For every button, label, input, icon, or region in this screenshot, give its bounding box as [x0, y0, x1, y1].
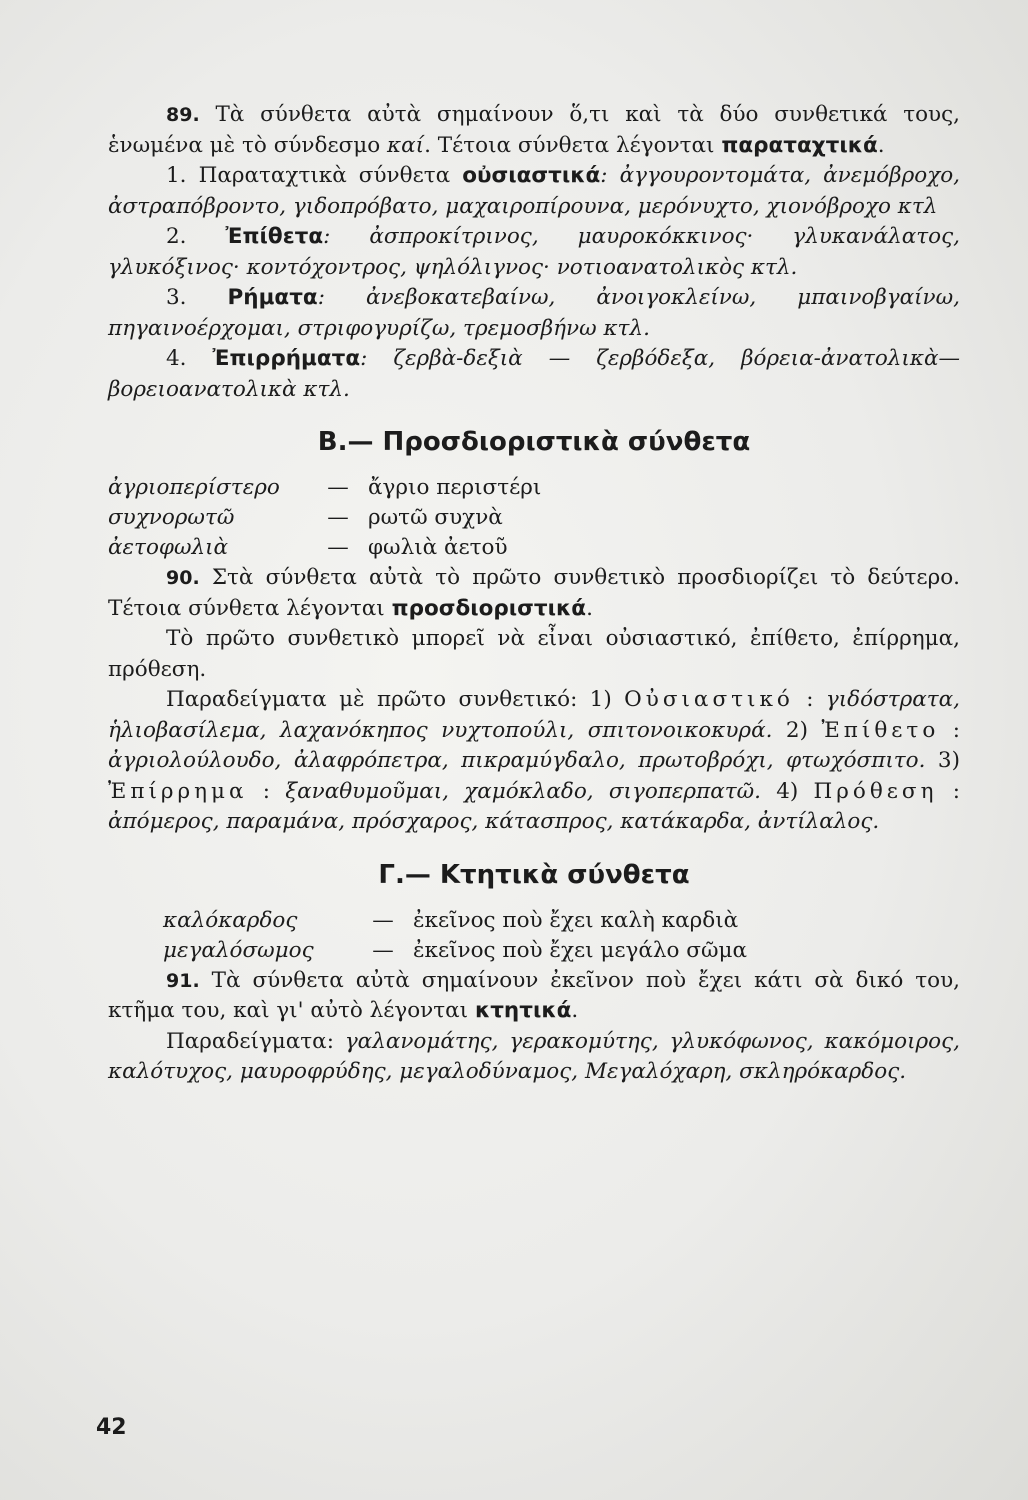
- meaning: ἐκεῖνος ποὺ ἔχει μεγάλο σῶμα: [413, 937, 747, 963]
- dash: —: [372, 907, 394, 933]
- paragraph-89: 89. Τὰ σύνθετα αὐτὰ σημαίνουν ὅ,τι καὶ τὰ δύο συνθετικά τους, ἑνωμένα μὲ τὸ σύνδεσμο καί. Τέτοια σύνθετα λέγονται παραταχτικά.: [108, 102, 960, 158]
- paragraph-90-examples: Παραδείγματα μὲ πρῶτο συνθετικό: 1) Οὐσιαστικό : γιδόστρατα, ἡλιοβασίλεμα, λαχανόκηπος νυχτοπούλι, σπιτονοικοκυρά. 2) Ἐπίθετο : ἀγριολούλουδο, ἀλαφρόπετρα, πικραμύγδαλο, πρωτοβρόχι, φτωχόσπιτο. 3) Ἐπίρρημα : ξαναθυμοῦμαι, χαμόκλαδο, σιγοπερπατῶ. 4) Πρόθεση : ἀπόμερος, παραμάνα, πρόσχαρος, κάτασπρος, κατάκαρδα, ἀντίλαλος.: [108, 687, 960, 834]
- section-heading-g: Γ.— Κτητικὰ σύνθετα: [378, 859, 690, 890]
- item-1-nouns: 1. Παραταχτικὰ σύνθετα οὐσιαστικά: ἀγγουροντομάτα, ἀνεμόβροχο, ἀστραπόβροντο, γιδοπρόβατο, μαχαιροπίρουνα, μερόνυχτο, χιονόβροχο κτλ: [108, 163, 960, 219]
- example-row: [108, 906, 960, 936]
- compound-word: συχνορωτῶ: [108, 505, 235, 530]
- dash: —: [327, 475, 349, 500]
- examples-list-b: [108, 473, 960, 563]
- paragraph-91-examples: Παραδείγματα: γαλανομάτης, γερακομύτης, γλυκόφωνος, κακόμοιρος, καλότυχος, μαυροφρύδης, μεγαλοδύναμος, Μεγαλόχαρη, σκληρόκαρδος.: [108, 1028, 960, 1084]
- example-row: [108, 473, 960, 503]
- meaning: ρωτῶ συχνὰ: [368, 505, 503, 530]
- meaning: ἄγριο περιστέρι: [368, 475, 542, 500]
- dash: —: [327, 535, 349, 560]
- compound-word: ἀετοφωλιὰ: [108, 535, 229, 560]
- meaning: φωλιὰ ἀετοῦ: [368, 535, 508, 560]
- example-row: [108, 503, 960, 533]
- examples-list-g: [108, 906, 960, 966]
- example-row: [108, 936, 960, 966]
- example-row: [108, 533, 960, 563]
- dash: —: [327, 505, 349, 530]
- paragraph-90: 90. Στὰ σύνθετα αὐτὰ τὸ πρῶτο συνθετικὸ προσδιορίζει τὸ δεύτερο. Τέτοια σύνθετα λέγονται προσδιοριστικά.: [108, 565, 960, 621]
- term-ktitika: κτητικά: [474, 998, 572, 1023]
- compound-word: ἀγριοπερίστερο: [108, 475, 280, 500]
- paragraph-91: 91. Τὰ σύνθετα αὐτὰ σημαίνουν ἐκεῖνον ποὺ ἔχει κάτι σὰ δικό του, κτῆμα του, καὶ γι' αὐτὸ λέγονται κτητικά.: [108, 967, 960, 1023]
- term-prosdioristika: προσδιοριστικά: [391, 595, 587, 621]
- section-heading-b: B.— Προσδιοριστικὰ σύνθετα: [317, 427, 751, 457]
- meaning: ἐκεῖνος ποὺ ἔχει καλὴ καρδιὰ: [413, 907, 739, 933]
- page-number: 42: [96, 1415, 127, 1440]
- compound-word: καλόκαρδος: [163, 907, 298, 933]
- term-paratachtika: παραταχτικά: [721, 132, 878, 158]
- item-4-adverbs: 4. Ἐπιρρήματα: ζερβὰ-δεξιὰ — ζερβόδεξα, βόρεια-ἀνατολικὰ— βορειοανατολικὰ κτλ.: [108, 346, 960, 402]
- section-number-91: 91.: [166, 969, 200, 992]
- item-3-verbs: 3. Ρήματα: ἀνεβοκατεβαίνω, ἀνοιγοκλείνω, μπαινοβγαίνω, πηγαινοέρχομαι, στριφογυρίζω, τρεμοσβήνω κτλ.: [108, 285, 960, 341]
- section-number-90: 90.: [166, 567, 200, 589]
- item-2-adjectives: 2. Ἐπίθετα: ἀσπροκίτρινος, μαυροκόκκινος· γλυκανάλατος, γλυκόξινος· κοντόχοντρος, ψηλόλιγνος· νοτιοανατολικὸς κτλ.: [108, 224, 960, 280]
- paragraph-90-first-component: Τὸ πρῶτο συνθετικὸ μπορεῖ νὰ εἶναι οὐσιαστικό, ἐπίθετο, ἐπίρρημα, πρόθεση.: [108, 626, 960, 682]
- page-content: [108, 100, 960, 1088]
- compound-word: μεγαλόσωμος: [163, 937, 314, 963]
- dash: —: [372, 937, 394, 963]
- section-number-89: 89.: [166, 104, 200, 126]
